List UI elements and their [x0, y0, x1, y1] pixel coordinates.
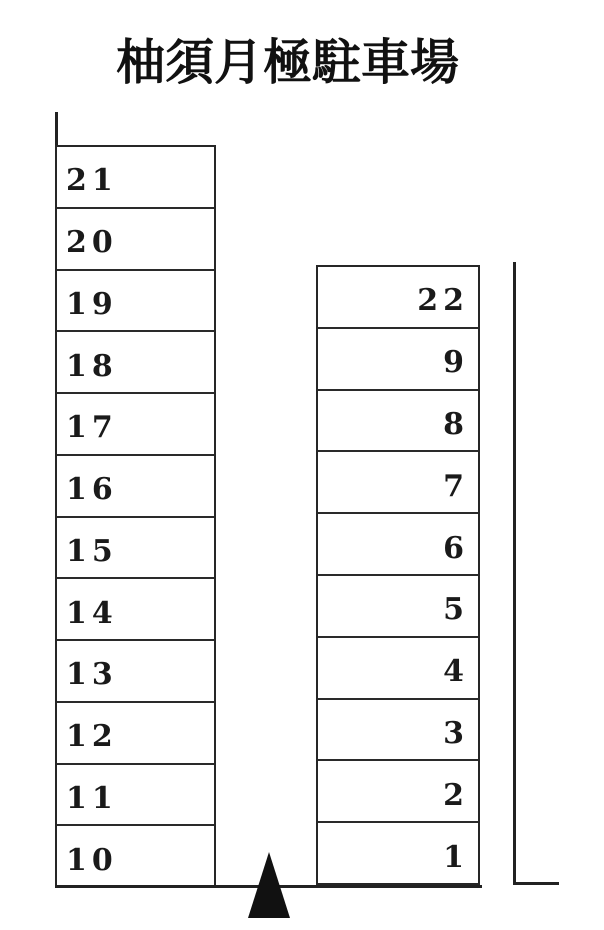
- stall-number: 18: [66, 348, 118, 384]
- stall-number: 22: [417, 283, 469, 319]
- stall-number: 5: [443, 592, 469, 628]
- stall-number: 8: [443, 406, 469, 442]
- parking-stall: [57, 516, 214, 578]
- right-boundary-line: [513, 262, 559, 885]
- page-title: 柚須月極駐車場: [115, 36, 459, 90]
- stall-number: 10: [66, 842, 118, 878]
- parking-stall: [318, 327, 478, 389]
- stall-number: 12: [66, 719, 118, 755]
- parking-stall: [57, 330, 214, 392]
- parking-stall: [57, 639, 214, 701]
- stall-number: 21: [66, 163, 118, 199]
- left-parking-column: [55, 145, 216, 888]
- stall-number: 17: [66, 410, 118, 446]
- stall-number: 20: [66, 225, 118, 261]
- parking-stall: [57, 147, 214, 207]
- stall-number: 14: [66, 595, 118, 631]
- parking-stall: [318, 512, 478, 574]
- parking-stall: [318, 267, 478, 327]
- parking-stall: [318, 574, 478, 636]
- parking-stall: [318, 821, 478, 883]
- stall-number: 4: [443, 654, 469, 690]
- parking-stall: [57, 701, 214, 763]
- parking-stall: [318, 698, 478, 760]
- parking-stall: [318, 759, 478, 821]
- stall-number: 13: [66, 657, 118, 693]
- parking-stall: [57, 207, 214, 269]
- parking-stall: [57, 269, 214, 331]
- stall-number: 1: [443, 839, 469, 875]
- parking-stall: [318, 450, 478, 512]
- parking-stall: [57, 454, 214, 516]
- stall-number: 2: [443, 777, 469, 813]
- parking-stall: [318, 636, 478, 698]
- entrance-triangle-icon: [248, 852, 290, 918]
- stall-number: 9: [443, 345, 469, 381]
- parking-stall: [57, 577, 214, 639]
- stall-number: 15: [66, 533, 118, 569]
- stall-number: 3: [443, 715, 469, 751]
- parking-stall: [57, 392, 214, 454]
- parking-stall: [57, 824, 214, 886]
- stall-number: 16: [66, 472, 118, 508]
- stall-number: 19: [66, 286, 118, 322]
- parking-stall: [318, 389, 478, 451]
- stall-number: 7: [443, 468, 469, 504]
- stall-number: 6: [443, 530, 469, 566]
- stall-number: 11: [66, 780, 118, 816]
- parking-stall: [57, 763, 214, 825]
- right-parking-column: [316, 265, 480, 885]
